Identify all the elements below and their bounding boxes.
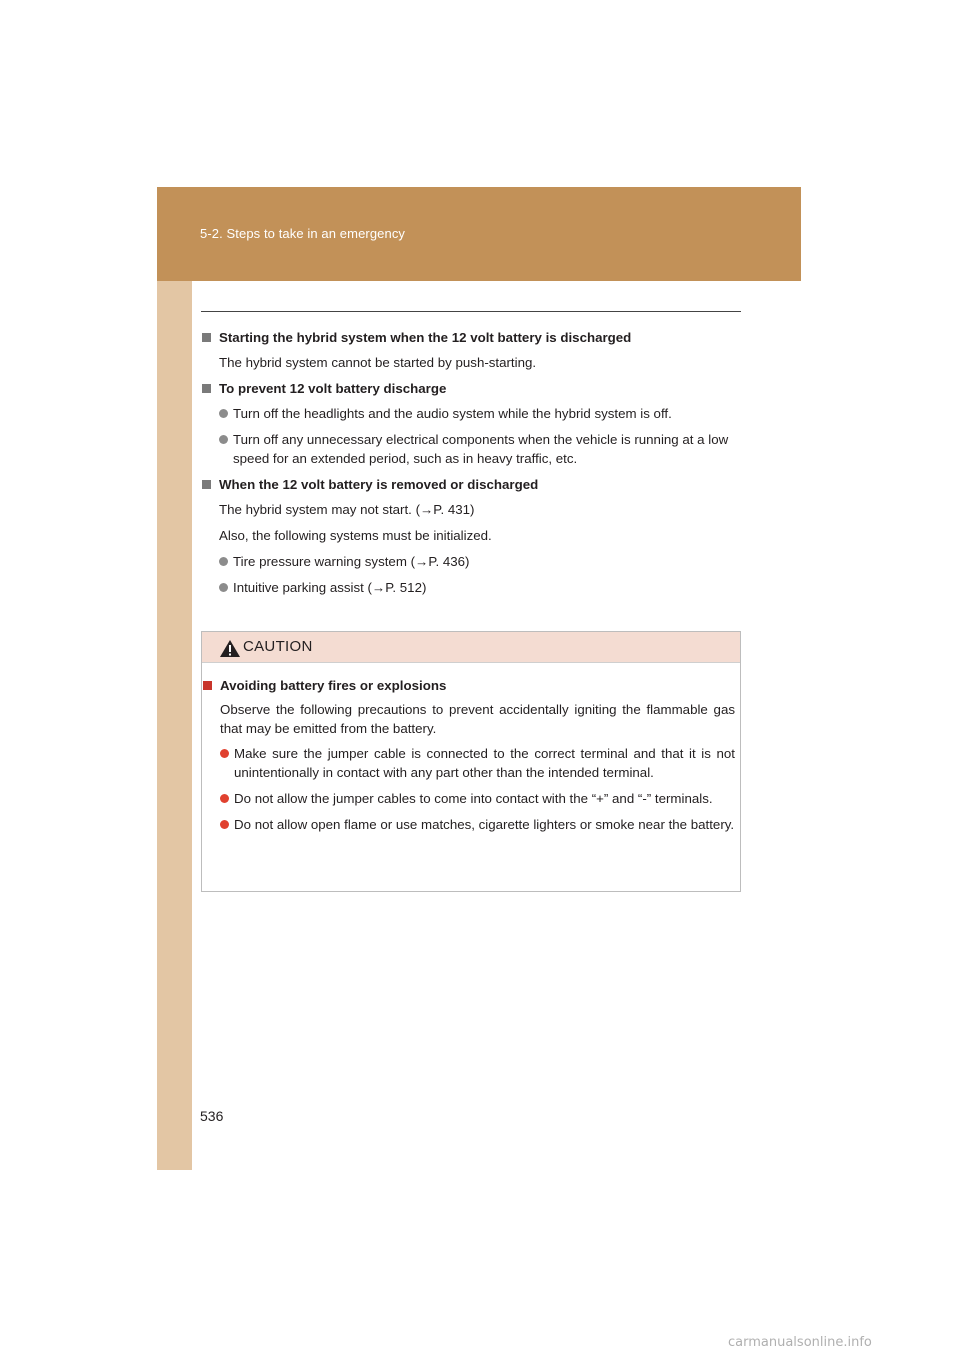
list-item-text: Turn off the headlights and the audio system while the hybrid system is off. xyxy=(233,406,672,421)
bullet-icon xyxy=(220,749,229,758)
caution-label: CAUTION xyxy=(243,638,313,655)
warning-triangle-icon xyxy=(219,639,241,658)
section-heading: To prevent 12 volt battery discharge xyxy=(201,379,741,398)
list-item xyxy=(201,430,741,468)
paragraph: The hybrid system cannot be started by push-starting. xyxy=(219,355,537,370)
list-item xyxy=(201,404,741,423)
caution-item xyxy=(202,815,740,834)
section-starting xyxy=(201,328,741,372)
watermark: carmanualsonline.info xyxy=(728,1335,872,1350)
caution-item-text: Do not allow the jumper cables to come into contact with the “+” and “-” terminals. xyxy=(234,791,713,806)
caution-header xyxy=(202,632,740,663)
caution-heading: Avoiding battery fires or explosions xyxy=(202,676,740,695)
list-item xyxy=(201,552,741,571)
section-heading: When the 12 volt battery is removed or discharged xyxy=(201,475,741,494)
caution-item-text: Do not allow open flame or use matches, cigarette lighters or smoke near the battery. xyxy=(234,817,735,832)
caution-body xyxy=(202,676,740,841)
list-item-text: Tire pressure warning system (→P. 436) xyxy=(233,554,470,569)
section-heading: Starting the hybrid system when the 12 volt battery is discharged xyxy=(201,328,741,347)
caution-item xyxy=(202,744,740,782)
caution-box xyxy=(201,631,741,892)
list-item-text: Intuitive parking assist (→P. 512) xyxy=(233,580,427,595)
caution-item xyxy=(202,789,740,808)
bullet-icon xyxy=(219,435,228,444)
list-item-text: Turn off any unnecessary electrical components when the vehicle is running at a low speed for an extended period, such as in heavy traffic, etc. xyxy=(233,432,729,466)
section-title: 5-2. Steps to take in an emergency xyxy=(200,226,406,241)
bullet-icon xyxy=(220,820,229,829)
page-number: 536 xyxy=(200,1108,224,1124)
caution-item-text: Make sure the jumper cable is connected to the correct terminal and that it is not unintentionally in contact with any part other than the intended terminal. xyxy=(234,746,735,780)
bullet-icon xyxy=(219,557,228,566)
list-item xyxy=(201,578,741,597)
bullet-icon xyxy=(219,409,228,418)
main-content xyxy=(201,328,741,604)
paragraph: The hybrid system may not start. (→P. 431) xyxy=(219,502,475,517)
bullet-icon xyxy=(219,583,228,592)
bullet-icon xyxy=(220,794,229,803)
section-removed-discharged xyxy=(201,475,741,597)
caution-intro: Observe the following precautions to prevent accidentally igniting the flammable gas that may be emitted from the battery. xyxy=(220,702,735,736)
section-prevent-discharge xyxy=(201,379,741,468)
paragraph: Also, the following systems must be initialized. xyxy=(219,528,492,543)
top-rule xyxy=(201,311,741,312)
side-strip xyxy=(157,281,192,1170)
